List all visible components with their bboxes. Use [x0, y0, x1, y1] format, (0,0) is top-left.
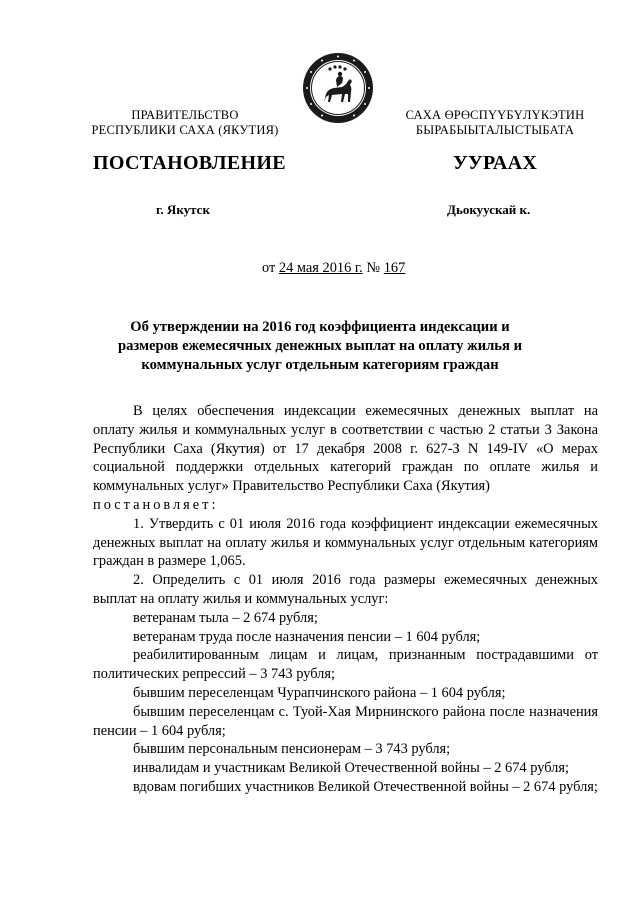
document-body	[93, 402, 598, 797]
number-sign: №	[366, 260, 381, 276]
list-item: бывшим персональным пенсионерам – 3 743 рубля;	[133, 741, 451, 758]
government-name-sakha-line2: БЫРАБЫЫТАЛЫСТЫБАТА	[415, 123, 575, 137]
document-date: 24 мая 2016 г.	[278, 260, 363, 276]
coat-of-arms-seal-icon	[302, 52, 374, 124]
list-item: бывшим переселенцам с. Туой-Хая Мирнинского района после назначения пенсии – 1 604 рубля;	[93, 703, 598, 739]
list-item: реабилитированным лицам и лицам, признанным пострадавшими от политических репрессий – 3 743 рубля;	[93, 647, 598, 683]
government-name-ru-line1: ПРАВИТЕЛЬСТВО	[131, 108, 239, 122]
date-line	[262, 260, 405, 277]
resolves-word: постановляет:	[93, 496, 219, 513]
document-title: Об утверждении на 2016 год коэффициента индексации и размеров ежемесячных денежных выплат на оплату жилья и коммунальных услуг отдельным категориям граждан	[118, 319, 522, 373]
government-name-sakha-line1: САХА ӨРӨСПҮҮБҮЛҮКЭТИН	[405, 108, 585, 122]
document-number: 167	[383, 260, 406, 276]
resolves-line	[93, 496, 598, 515]
intro-paragraph: В целях обеспечения индексации ежемесячных денежных выплат на оплату жилья и коммунальных услуг в соответствии с частью 2 статьи 3 Закона Республики Саха (Якутия) от 17 декабря 2008 г. 627-З N 149-IV «О мерах социальной поддержки отдельных категорий граждан по оплате жилья и коммунальных услуг» Правительство Республики Саха (Якутия)	[93, 403, 598, 495]
list-item: бывшим переселенцам Чурапчинского района – 1 604 рубля;	[133, 684, 506, 701]
doc-type-ru: ПОСТАНОВЛЕНИЕ	[93, 152, 286, 174]
item-1-paragraph: 1. Утвердить с 01 июля 2016 года коэффициент индексации ежемесячных денежных выплат на оплату жилья и коммунальных услуг отдельным категориям граждан в размере 1,065.	[93, 515, 598, 570]
list-item: вдовам погибших участников Великой Отечественной войны – 2 674 рубля;	[133, 778, 598, 795]
date-prefix: от	[262, 260, 276, 276]
city-ru: г. Якутск	[156, 202, 210, 217]
government-name-ru-line2: РЕСПУБЛИКИ САХА (ЯКУТИЯ)	[91, 123, 279, 137]
list-item: инвалидам и участникам Великой Отечественной войны – 2 674 рубля;	[133, 760, 569, 777]
government-name-ru	[85, 108, 285, 138]
item-2-paragraph: 2. Определить с 01 июля 2016 года размеры ежемесячных денежных выплат на оплату жилья и коммунальных услуг:	[93, 572, 598, 607]
list-item: ветеранам тыла – 2 674 рубля;	[133, 609, 318, 626]
city-sakha: Дьокуускай к.	[447, 202, 531, 217]
government-name-sakha	[395, 108, 595, 138]
list-item: ветеранам труда после назначения пенсии – 1 604 рубля;	[133, 628, 481, 645]
doc-type-sakha: УУРААХ	[453, 152, 538, 174]
